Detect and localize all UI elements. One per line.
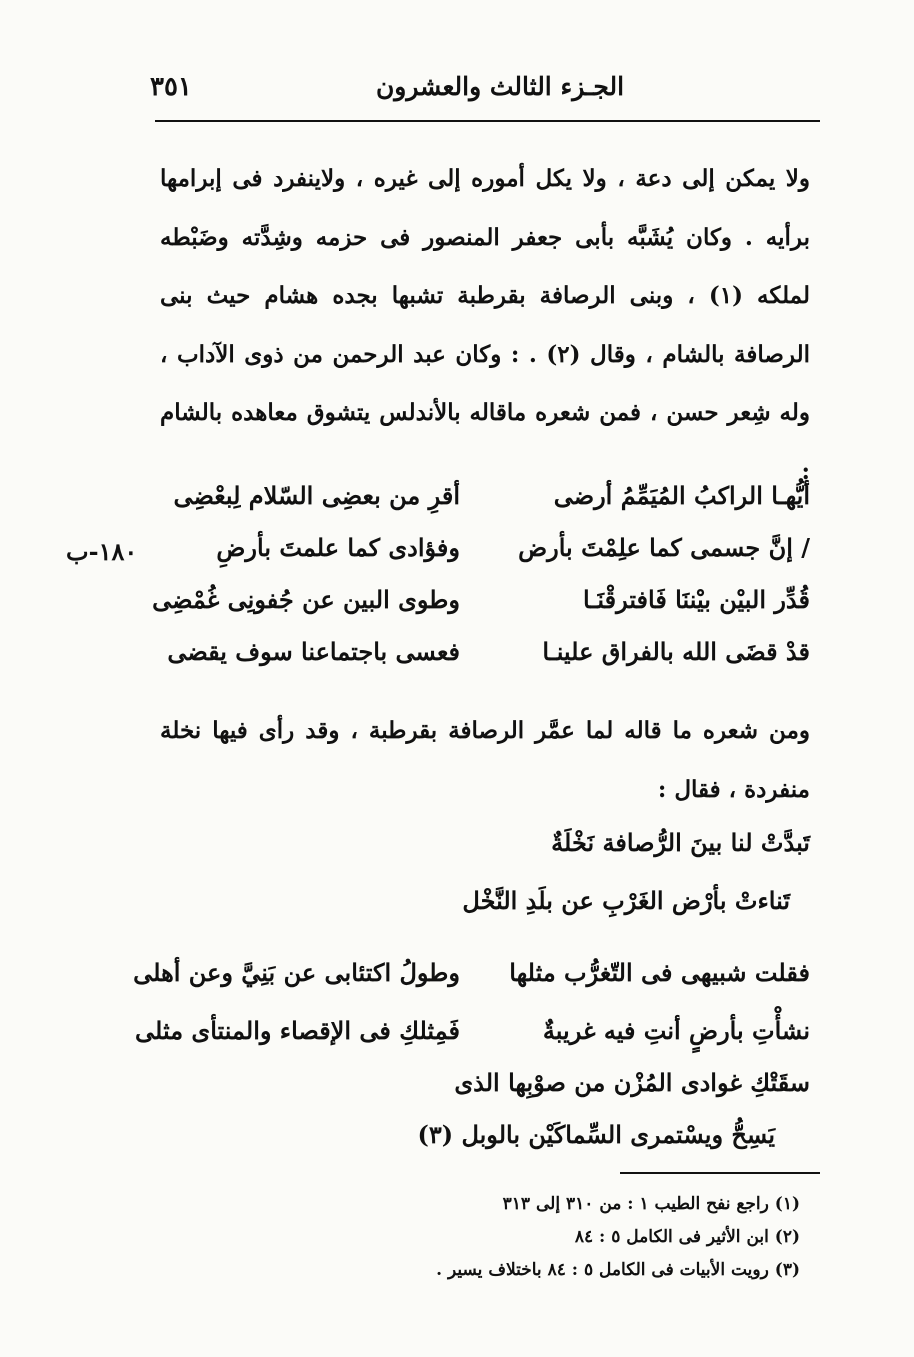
verse-first-hemistich: / إنَّ جسمى كما علِمْتَ بأرض bbox=[518, 533, 810, 562]
page-header bbox=[150, 66, 820, 110]
verse-line bbox=[160, 522, 810, 574]
footnote-divider bbox=[620, 1172, 820, 1174]
running-title: الجـزء الثالث والعشرون bbox=[375, 72, 625, 101]
poem-2-line-2: تَناءتْ بأرْض الغَرْبِ عن بلَدِ النَّخْل bbox=[462, 886, 790, 915]
paragraph: ومن شعره ما قاله لما عمَّر الرصافة بقرطبة ، وقد رأى فيها نخلة منفردة ، فقال : bbox=[160, 717, 810, 803]
verse-first-hemistich: أيُّهـا الراكبُ المُيَمِّمُ أرضى bbox=[553, 481, 810, 510]
verse-second-hemistich: وطوى البين عن جُفونِى غُمْضِى bbox=[152, 585, 460, 614]
poem-2 bbox=[133, 944, 810, 1060]
page-number: ٣٥١ bbox=[150, 72, 192, 102]
poem-2-line-5: سقَتْكِ غوادى المُزْن من صوْبِها الذى bbox=[454, 1068, 810, 1097]
paragraph: ولا يمكن إلى دعة ، ولا يكل أموره إلى غيره ، ولاينفرد فى إبرامها برأيه . وكان يُشَبَّه بأبى جعفر المنصور فى حزمه وشِدَّته وضَبْطه لملكه (١) ، وبنى الرصافة بقرطبة تشبها بجده هشام حيث بنى الرصافة بالشام ، وقال (٢) . : وكان عبد الرحمن من ذوى الآداب ، وله شِعر حسن ، فمن شعره ماقاله بالأندلس يتشوق معاهده بالشام : bbox=[160, 165, 810, 485]
header-divider bbox=[155, 120, 820, 122]
verse-first-hemistich: قُدِّر البيْن بيْننَا فَافترقْنَـا bbox=[583, 585, 810, 614]
verse-second-hemistich: أقرِ من بعضِى السّلام لِبعْضِى bbox=[173, 481, 460, 510]
verse-line bbox=[133, 944, 810, 1002]
verse-second-hemistich: فعسى باجتماعنا سوف يقضى bbox=[167, 637, 460, 666]
verse-second-hemistich: وطولُ اكتئابى عن بَنِيَّ وعن أهلى bbox=[133, 958, 460, 987]
prose-block-2 bbox=[160, 702, 810, 819]
verse-line bbox=[152, 574, 810, 626]
verse-line bbox=[160, 626, 810, 678]
verse-second-hemistich: فَمِثلكِ فى الإقصاء والمنتأى مثلى bbox=[135, 1016, 460, 1045]
verse-line bbox=[160, 470, 810, 522]
footnote: (٣) رويت الأبيات فى الكامل ٥ : ٨٤ باختلاف يسير . bbox=[436, 1260, 800, 1280]
prose-block-1 bbox=[160, 150, 810, 501]
verse-line bbox=[135, 1002, 810, 1060]
verse-second-hemistich: وفؤادى كما علمتَ بأرضِ bbox=[216, 533, 460, 562]
verse-first-hemistich: فقلت شبيهى فى التّغرُّب مثلها bbox=[509, 958, 810, 987]
verse-first-hemistich: نشأْتِ بأرضٍ أنتِ فيه غريبةٌ bbox=[542, 1016, 810, 1045]
manuscript-folio-marker: ١٨٠-ب bbox=[66, 537, 138, 566]
poem-1 bbox=[152, 470, 810, 678]
footnotes bbox=[320, 1188, 800, 1287]
poem-2-line-6: يَسِحُّ ويسْتمرى السِّماكَيْن بالوبل (٣) bbox=[417, 1120, 775, 1149]
verse-first-hemistich: قدْ قضَى الله بالفراق علينـا bbox=[542, 637, 810, 666]
poem-2-line-1: تَبدَّتْ لنا بينَ الرُّصافة نَخْلَةٌ bbox=[551, 828, 810, 857]
footnote: (١) راجع نفح الطيب ١ : من ٣١٠ إلى ٣١٣ bbox=[502, 1194, 800, 1214]
footnote: (٢) ابن الأثير فى الكامل ٥ : ٨٤ bbox=[574, 1227, 800, 1247]
